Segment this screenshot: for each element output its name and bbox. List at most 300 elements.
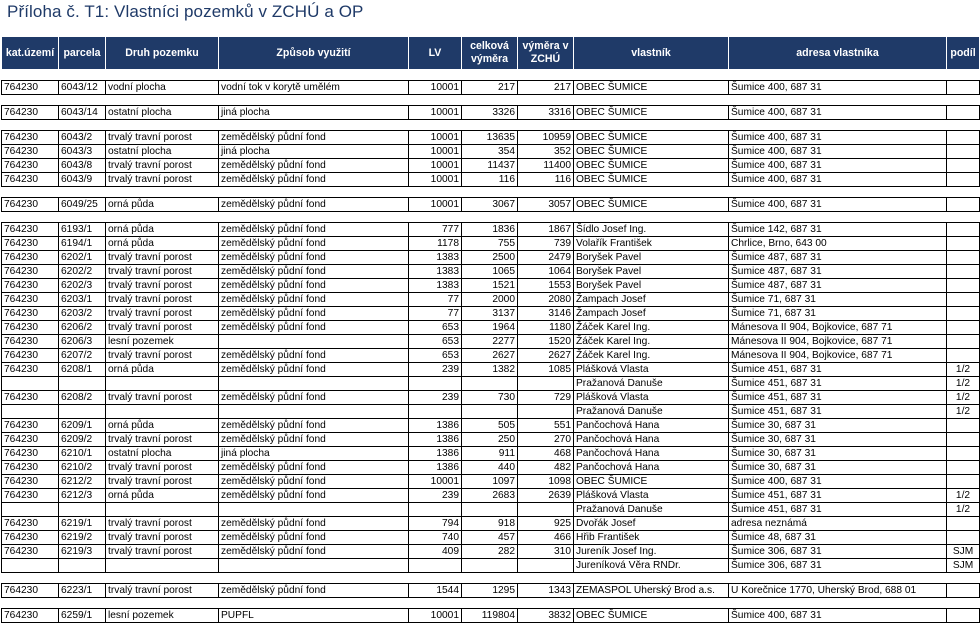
table-cell: 653 (409, 349, 462, 363)
table-cell: Šumice 142, 687 31 (729, 223, 947, 237)
table-cell (947, 584, 980, 598)
table-cell (106, 503, 219, 517)
table-cell: Pražanová Danuše (574, 503, 729, 517)
table-cell: 653 (409, 321, 462, 335)
table-cell: orná půda (106, 198, 219, 212)
table-cell: 2627 (518, 349, 574, 363)
table-cell: Šumice 48, 687 31 (729, 531, 947, 545)
table-cell: orná půda (106, 363, 219, 377)
table-cell: 1/2 (947, 391, 980, 405)
table-cell: 1383 (409, 251, 462, 265)
table-cell (947, 237, 980, 251)
table-row (2, 419, 980, 433)
table-cell: 6043/2 (59, 131, 106, 145)
table-row (2, 503, 980, 517)
table-row (2, 159, 980, 173)
table-cell: zemědělský půdní fond (219, 531, 409, 545)
table-cell: 6043/12 (59, 81, 106, 95)
table-cell: Šumice 400, 687 31 (729, 145, 947, 159)
table-row (2, 363, 980, 377)
table-cell: SJM (947, 559, 980, 573)
table-cell: zemědělský půdní fond (219, 433, 409, 447)
spacer-cell (2, 95, 980, 106)
table-cell: 740 (409, 531, 462, 545)
table-cell: 6043/9 (59, 173, 106, 187)
table-cell: 1180 (518, 321, 574, 335)
table-cell (947, 173, 980, 187)
table-cell (2, 503, 59, 517)
table-cell: trvalý travní porost (106, 475, 219, 489)
table-cell: 466 (518, 531, 574, 545)
table-cell: Šumice 451, 687 31 (729, 489, 947, 503)
table-row (2, 335, 980, 349)
table-cell: 3316 (518, 106, 574, 120)
table-cell (947, 106, 980, 120)
table-row (2, 517, 980, 531)
table-cell: Šumice 30, 687 31 (729, 433, 947, 447)
table-cell: orná půda (106, 489, 219, 503)
table-cell: 925 (518, 517, 574, 531)
table-row (2, 145, 980, 159)
table-cell: PUPFL (219, 609, 409, 623)
table-cell (947, 419, 980, 433)
table-cell: 13635 (462, 131, 518, 145)
table-cell: 2080 (518, 293, 574, 307)
row-spacer (2, 95, 980, 106)
table-cell: Pančochová Hana (574, 419, 729, 433)
table-cell: zemědělský půdní fond (219, 391, 409, 405)
table-cell: Šumice 400, 687 31 (729, 81, 947, 95)
table-row (2, 584, 980, 598)
table-cell: Šumice 451, 687 31 (729, 377, 947, 391)
table-cell: 794 (409, 517, 462, 531)
table-cell: trvalý travní porost (106, 433, 219, 447)
table-cell (947, 447, 980, 461)
table-cell: OBEC ŠUMICE (574, 145, 729, 159)
table-cell: 764230 (2, 265, 59, 279)
table-cell: 77 (409, 293, 462, 307)
table-cell: trvalý travní porost (106, 584, 219, 598)
table-cell: 764230 (2, 447, 59, 461)
table-cell: Šumice 400, 687 31 (729, 198, 947, 212)
table-cell (947, 251, 980, 265)
table-cell: trvalý travní porost (106, 251, 219, 265)
table-cell: 764230 (2, 419, 59, 433)
table-cell (947, 293, 980, 307)
col-header-podil: podíl (947, 37, 980, 70)
table-cell: 729 (518, 391, 574, 405)
table-row (2, 433, 980, 447)
table-cell: 6049/25 (59, 198, 106, 212)
table-cell (518, 405, 574, 419)
table-cell: 764230 (2, 106, 59, 120)
table-row (2, 265, 980, 279)
table-row (2, 545, 980, 559)
table-cell: Šumice 400, 687 31 (729, 173, 947, 187)
table-cell: 918 (462, 517, 518, 531)
table-cell (947, 461, 980, 475)
table-cell: trvalý travní porost (106, 279, 219, 293)
row-spacer (2, 120, 980, 131)
table-cell: 239 (409, 489, 462, 503)
table-cell: zemědělský půdní fond (219, 307, 409, 321)
table-row (2, 251, 980, 265)
table-cell: 764230 (2, 489, 59, 503)
table-cell: 6259/1 (59, 609, 106, 623)
table-cell: Boryšek Pavel (574, 279, 729, 293)
table-cell: 1382 (462, 363, 518, 377)
table-cell: 10001 (409, 475, 462, 489)
table-row (2, 349, 980, 363)
row-spacer (2, 187, 980, 198)
table-cell: 6210/2 (59, 461, 106, 475)
table-cell: zemědělský půdní fond (219, 349, 409, 363)
table-cell: 2277 (462, 335, 518, 349)
table-cell: lesní pozemek (106, 609, 219, 623)
table-cell: Volařík František (574, 237, 729, 251)
row-spacer (2, 212, 980, 223)
table-cell: 764230 (2, 335, 59, 349)
table-cell: 730 (462, 391, 518, 405)
row-spacer (2, 573, 980, 584)
table-cell: 3067 (462, 198, 518, 212)
table-cell: 409 (409, 545, 462, 559)
row-spacer (2, 598, 980, 609)
table-cell (219, 405, 409, 419)
table-cell (462, 559, 518, 573)
table-cell (219, 377, 409, 391)
table-cell: 3137 (462, 307, 518, 321)
table-cell: 6209/1 (59, 419, 106, 433)
table-cell: 764230 (2, 198, 59, 212)
table-cell: zemědělský půdní fond (219, 475, 409, 489)
table-cell: 764230 (2, 609, 59, 623)
table-cell: 440 (462, 461, 518, 475)
table-cell (947, 321, 980, 335)
spacer-cell (2, 212, 980, 223)
table-cell (2, 559, 59, 573)
table-cell: U Korečnice 1770, Uherský Brod, 688 01 (729, 584, 947, 598)
table-cell: 217 (462, 81, 518, 95)
table-cell: 10001 (409, 131, 462, 145)
table-cell: 10001 (409, 159, 462, 173)
table-cell: 1098 (518, 475, 574, 489)
table-cell: Šumice 71, 687 31 (729, 293, 947, 307)
table-row (2, 475, 980, 489)
table-cell (947, 81, 980, 95)
table-cell: 755 (462, 237, 518, 251)
col-header-vlastnik: vlastník (574, 37, 729, 70)
table-cell: Šumice 400, 687 31 (729, 609, 947, 623)
col-header-celkova-vymera: celková výměra (462, 37, 518, 70)
table-cell: 1064 (518, 265, 574, 279)
table-cell: 10001 (409, 198, 462, 212)
table-cell: 1867 (518, 223, 574, 237)
table-cell: adresa neznámá (729, 517, 947, 531)
table-cell (947, 279, 980, 293)
table-cell: Plášková Vlasta (574, 363, 729, 377)
table-cell: 1065 (462, 265, 518, 279)
table-cell: 3832 (518, 609, 574, 623)
table-cell (518, 559, 574, 573)
table-cell: 6206/3 (59, 335, 106, 349)
table-cell: orná půda (106, 237, 219, 251)
table-cell: 764230 (2, 321, 59, 335)
table-cell: 1386 (409, 419, 462, 433)
table-cell (409, 559, 462, 573)
table-cell: 239 (409, 363, 462, 377)
table-cell: zemědělský půdní fond (219, 198, 409, 212)
table-cell: zemědělský půdní fond (219, 517, 409, 531)
table-cell: Šumice 30, 687 31 (729, 461, 947, 475)
spacer-cell (2, 187, 980, 198)
table-cell: zemědělský půdní fond (219, 321, 409, 335)
table-cell: Pražanová Danuše (574, 405, 729, 419)
table-cell (462, 405, 518, 419)
table-cell: OBEC ŠUMICE (574, 475, 729, 489)
table-cell: 1097 (462, 475, 518, 489)
table-cell: 6043/3 (59, 145, 106, 159)
table-cell: 116 (518, 173, 574, 187)
table-cell (219, 559, 409, 573)
table-cell: 1386 (409, 433, 462, 447)
table-cell (462, 503, 518, 517)
table-cell: 10001 (409, 145, 462, 159)
table-cell: Šumice 451, 687 31 (729, 405, 947, 419)
table-cell: Mánesova II 904, Bojkovice, 687 71 (729, 335, 947, 349)
table-cell: 1085 (518, 363, 574, 377)
table-row (2, 81, 980, 95)
table-cell: 310 (518, 545, 574, 559)
table-cell (2, 405, 59, 419)
table-cell: Šumice 487, 687 31 (729, 265, 947, 279)
table-row (2, 279, 980, 293)
table-cell: 1964 (462, 321, 518, 335)
table-cell: ostatní plocha (106, 447, 219, 461)
table-cell: trvalý travní porost (106, 321, 219, 335)
table-cell: trvalý travní porost (106, 173, 219, 187)
table-cell: Pančochová Hana (574, 447, 729, 461)
table-cell: 764230 (2, 159, 59, 173)
table-cell: trvalý travní porost (106, 159, 219, 173)
table-cell (947, 517, 980, 531)
table-cell: Plášková Vlasta (574, 489, 729, 503)
table-cell (947, 335, 980, 349)
table-row (2, 307, 980, 321)
table-cell: 3057 (518, 198, 574, 212)
table-cell: 764230 (2, 517, 59, 531)
table-cell: Jureník Josef Ing. (574, 545, 729, 559)
table-cell: OBEC ŠUMICE (574, 198, 729, 212)
page-title: Příloha č. T1: Vlastníci pozemků v ZCHÚ a OP (7, 2, 364, 21)
table-cell: 6193/1 (59, 223, 106, 237)
table-cell: Jureníková Věra RNDr. (574, 559, 729, 573)
col-header-parcela: parcela (59, 37, 106, 70)
table-cell (518, 503, 574, 517)
row-spacer (2, 70, 980, 81)
table-cell: 1295 (462, 584, 518, 598)
table-cell: zemědělský půdní fond (219, 173, 409, 187)
table-cell: 653 (409, 335, 462, 349)
table-cell: 270 (518, 433, 574, 447)
table-cell: 1178 (409, 237, 462, 251)
col-header-zpusob-vyuziti: Způsob využití (219, 37, 409, 70)
table-cell: 551 (518, 419, 574, 433)
table-cell: Pražanová Danuše (574, 377, 729, 391)
table-cell: zemědělský půdní fond (219, 279, 409, 293)
table-cell: 6203/2 (59, 307, 106, 321)
table-cell (947, 349, 980, 363)
table-cell: 352 (518, 145, 574, 159)
table-cell: Šumice 400, 687 31 (729, 131, 947, 145)
table-cell: 2479 (518, 251, 574, 265)
table-cell: Mánesova II 904, Bojkovice, 687 71 (729, 321, 947, 335)
table-cell: 764230 (2, 391, 59, 405)
table-cell: orná půda (106, 223, 219, 237)
table-cell: 505 (462, 419, 518, 433)
table-cell: jiná plocha (219, 106, 409, 120)
table-row (2, 377, 980, 391)
table-cell: Chrlice, Brno, 643 00 (729, 237, 947, 251)
table-cell: zemědělský půdní fond (219, 489, 409, 503)
table-cell: 468 (518, 447, 574, 461)
table-cell: 6208/2 (59, 391, 106, 405)
table-cell: 6219/1 (59, 517, 106, 531)
table-cell: zemědělský půdní fond (219, 237, 409, 251)
table-cell: Hřib František (574, 531, 729, 545)
table-cell: Pančochová Hana (574, 433, 729, 447)
table-cell: trvalý travní porost (106, 517, 219, 531)
table-row (2, 391, 980, 405)
table-cell (106, 559, 219, 573)
table-cell: Mánesova II 904, Bojkovice, 687 71 (729, 349, 947, 363)
table-cell: 1343 (518, 584, 574, 598)
table-cell: Dvořák Josef (574, 517, 729, 531)
spacer-cell (2, 70, 980, 81)
table-cell: 1520 (518, 335, 574, 349)
table-cell (59, 405, 106, 419)
table-cell: jiná plocha (219, 447, 409, 461)
table-cell: 10001 (409, 173, 462, 187)
table-cell (947, 609, 980, 623)
table-cell: 10959 (518, 131, 574, 145)
table-cell: 764230 (2, 433, 59, 447)
table-cell: 1386 (409, 461, 462, 475)
table-cell: OBEC ŠUMICE (574, 609, 729, 623)
table-cell: vodní tok v korytě umělém (219, 81, 409, 95)
table-cell: 3326 (462, 106, 518, 120)
table-cell: 482 (518, 461, 574, 475)
table-cell: Šumice 400, 687 31 (729, 159, 947, 173)
table-row (2, 106, 980, 120)
table-cell (409, 405, 462, 419)
table-cell (947, 131, 980, 145)
table-cell (947, 307, 980, 321)
table-row (2, 559, 980, 573)
table-cell: zemědělský půdní fond (219, 584, 409, 598)
table-cell: 1/2 (947, 405, 980, 419)
table-cell: 6212/2 (59, 475, 106, 489)
table-cell: 6209/2 (59, 433, 106, 447)
table-cell: OBEC ŠUMICE (574, 106, 729, 120)
table-cell: zemědělský půdní fond (219, 265, 409, 279)
col-header-kat-uzemi: kat.území (2, 37, 59, 70)
table-cell: 6043/14 (59, 106, 106, 120)
table-cell (59, 503, 106, 517)
table-cell: Plášková Vlasta (574, 391, 729, 405)
table-cell: Šumice 30, 687 31 (729, 447, 947, 461)
table-cell: 764230 (2, 475, 59, 489)
table-cell (219, 503, 409, 517)
table-cell: 6203/1 (59, 293, 106, 307)
table-cell: 2627 (462, 349, 518, 363)
table-cell: ostatní plocha (106, 106, 219, 120)
table-cell: zemědělský půdní fond (219, 159, 409, 173)
table-cell: Šumice 487, 687 31 (729, 251, 947, 265)
spacer-cell (2, 598, 980, 609)
table-cell: zemědělský půdní fond (219, 461, 409, 475)
table-cell: 6210/1 (59, 447, 106, 461)
table-cell: Žáček Karel Ing. (574, 321, 729, 335)
table-row (2, 531, 980, 545)
table-cell: 6207/2 (59, 349, 106, 363)
table-cell: 1521 (462, 279, 518, 293)
table-cell: Šumice 451, 687 31 (729, 503, 947, 517)
table-cell: Šumice 30, 687 31 (729, 419, 947, 433)
table-cell: zemědělský půdní fond (219, 545, 409, 559)
table-cell (947, 531, 980, 545)
table-cell (106, 377, 219, 391)
table-cell: Šumice 451, 687 31 (729, 391, 947, 405)
table-cell: 764230 (2, 251, 59, 265)
table-cell: 764230 (2, 131, 59, 145)
table-cell: 764230 (2, 173, 59, 187)
table-cell: 2500 (462, 251, 518, 265)
table-cell: 764230 (2, 584, 59, 598)
table-row (2, 223, 980, 237)
table-cell: 6202/1 (59, 251, 106, 265)
table-cell: 3146 (518, 307, 574, 321)
table-cell: 1383 (409, 279, 462, 293)
table-cell: 217 (518, 81, 574, 95)
table-cell: Pančochová Hana (574, 461, 729, 475)
table-cell: 116 (462, 173, 518, 187)
table-cell: 764230 (2, 363, 59, 377)
table-row (2, 405, 980, 419)
table-cell: zemědělský půdní fond (219, 363, 409, 377)
table-cell: 764230 (2, 279, 59, 293)
table-cell: 6219/3 (59, 545, 106, 559)
table-cell: Šumice 306, 687 31 (729, 545, 947, 559)
table-cell: 1386 (409, 447, 462, 461)
table-cell: zemědělský půdní fond (219, 419, 409, 433)
table-cell: trvalý travní porost (106, 293, 219, 307)
table-row (2, 461, 980, 475)
table-cell: 1/2 (947, 503, 980, 517)
table-cell: Šumice 487, 687 31 (729, 279, 947, 293)
table-cell: 250 (462, 433, 518, 447)
table-cell: trvalý travní porost (106, 307, 219, 321)
table-cell (947, 198, 980, 212)
table-cell: 6212/3 (59, 489, 106, 503)
table-cell: trvalý travní porost (106, 349, 219, 363)
table-cell: Žáček Karel Ing. (574, 335, 729, 349)
table-cell: 764230 (2, 81, 59, 95)
table-cell: OBEC ŠUMICE (574, 173, 729, 187)
table-cell: 1836 (462, 223, 518, 237)
owners-table (1, 36, 980, 623)
table-cell: trvalý travní porost (106, 131, 219, 145)
